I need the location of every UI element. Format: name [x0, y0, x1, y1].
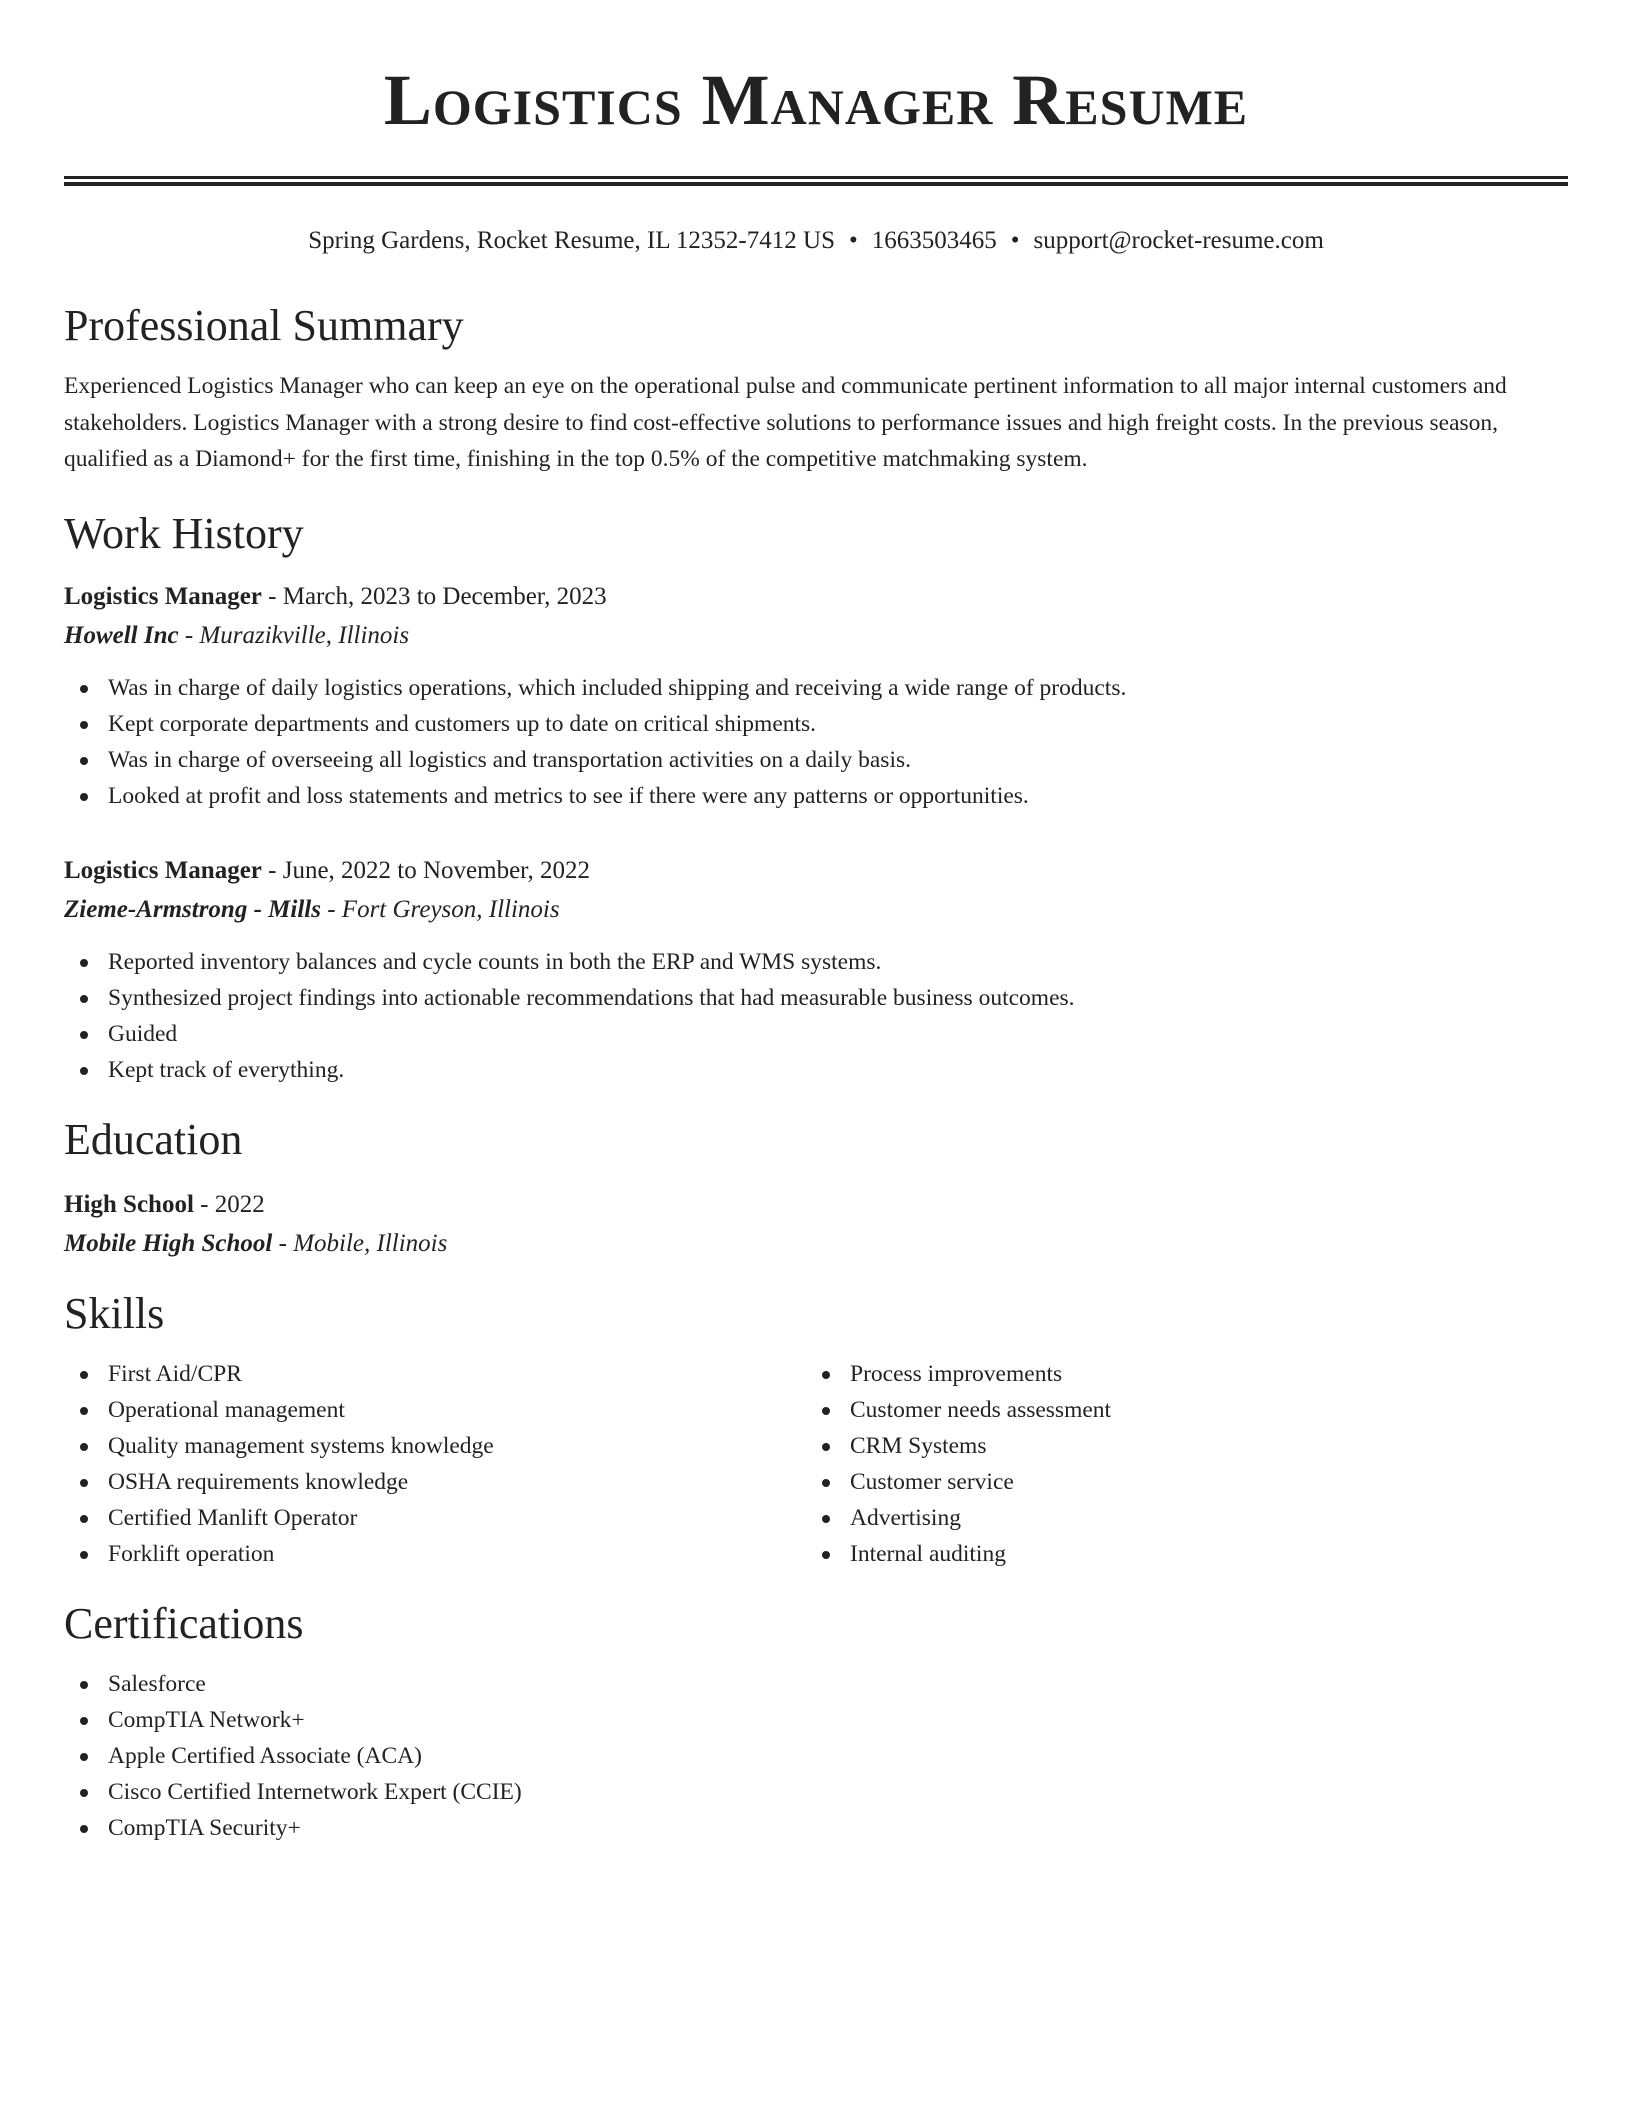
job-dates: - March, 2023 to December, 2023 [261, 582, 607, 610]
job-title-line [64, 578, 1568, 616]
job-duties-list [64, 670, 1568, 814]
contact-address: Spring Gardens, Rocket Resume, IL 12352-7412 US [308, 227, 835, 254]
contact-phone: 1663503465 [871, 227, 997, 254]
section-heading-work-history: Work History [64, 508, 304, 558]
skills-list-left [64, 1356, 806, 1572]
list-item: Cisco Certified Internetwork Expert (CCIE) [64, 1774, 1568, 1810]
list-item: Advertising [806, 1500, 1548, 1536]
degree: High School [64, 1190, 194, 1218]
list-item: First Aid/CPR [64, 1356, 806, 1392]
employer-location: - Fort Greyson, Illinois [320, 895, 560, 923]
summary-text: Experienced Logistics Manager who can keep an eye on the operational pulse and communicate pertinent information to all major internal customers and stakeholders. Logistics Manager with a strong desire to find cost-effective solutions to performance issues and high freight costs. In the previous season, qualified as a Diamond+ for the first time, finishing in the top 0.5% of the competitive matchmaking system. [64, 373, 1507, 472]
section-heading-certifications: Certifications [64, 1598, 304, 1648]
list-item: Internal auditing [806, 1536, 1548, 1572]
list-item: Synthesized project findings into actionable recommendations that had measurable business outcomes. [64, 980, 1568, 1016]
graduation-year: - 2022 [193, 1190, 265, 1218]
list-item: Was in charge of daily logistics operations, which included shipping and receiving a wide range of products. [64, 670, 1568, 706]
section-heading-education: Education [64, 1114, 243, 1164]
list-item: CRM Systems [806, 1428, 1548, 1464]
job-entry [64, 852, 1568, 1088]
section-heading-summary: Professional Summary [64, 301, 464, 350]
list-item: Kept track of everything. [64, 1052, 1568, 1088]
list-item: Process improvements [806, 1356, 1548, 1392]
list-item: Customer needs assessment [806, 1392, 1548, 1428]
education-entry [64, 1186, 1568, 1264]
list-item: Guided [64, 1016, 1568, 1052]
list-item: Was in charge of overseeing all logistics and transportation activities on a daily basis. [64, 742, 1568, 778]
list-item: Reported inventory balances and cycle counts in both the ERP and WMS systems. [64, 944, 1568, 980]
list-item: Forklift operation [64, 1536, 806, 1572]
list-item: Customer service [806, 1464, 1548, 1500]
degree-line [64, 1186, 1568, 1224]
list-item: Salesforce [64, 1666, 1568, 1702]
job-dates: - June, 2022 to November, 2022 [261, 856, 591, 884]
employer-name: Howell Inc [64, 621, 179, 649]
certifications-list [64, 1666, 1568, 1846]
employer-name: Zieme-Armstrong - Mills [64, 895, 321, 923]
employer-line [64, 890, 1568, 930]
list-item: OSHA requirements knowledge [64, 1464, 806, 1500]
list-item: Operational management [64, 1392, 806, 1428]
job-entry [64, 578, 1568, 814]
list-item: Quality management systems knowledge [64, 1428, 806, 1464]
skills-columns [64, 1356, 1568, 1572]
list-item: Certified Manlift Operator [64, 1500, 806, 1536]
list-item: Apple Certified Associate (ACA) [64, 1738, 1568, 1774]
list-item: Kept corporate departments and customers up to date on critical shipments. [64, 706, 1568, 742]
skills-list-right [806, 1356, 1548, 1572]
school-line [64, 1224, 1568, 1264]
job-title-line [64, 852, 1568, 890]
list-item: Looked at profit and loss statements and metrics to see if there were any patterns or opportunities. [64, 778, 1568, 814]
title-divider [64, 176, 1568, 186]
contact-separator: • [848, 227, 858, 254]
section-heading-skills: Skills [64, 1288, 165, 1338]
job-title: Logistics Manager [64, 856, 262, 884]
contact-line [64, 224, 1568, 258]
school-location: - Mobile, Illinois [272, 1229, 448, 1257]
employer-location: - Murazikville, Illinois [178, 621, 410, 649]
list-item: CompTIA Security+ [64, 1810, 1568, 1846]
list-item: CompTIA Network+ [64, 1702, 1568, 1738]
employer-line [64, 616, 1568, 656]
job-duties-list [64, 944, 1568, 1088]
contact-separator: • [1010, 227, 1020, 254]
school-name: Mobile High School [64, 1229, 273, 1257]
contact-email: support@rocket-resume.com [1033, 227, 1324, 254]
resume-title: Logistics Manager Resume [383, 60, 1249, 140]
job-title: Logistics Manager [64, 582, 262, 610]
